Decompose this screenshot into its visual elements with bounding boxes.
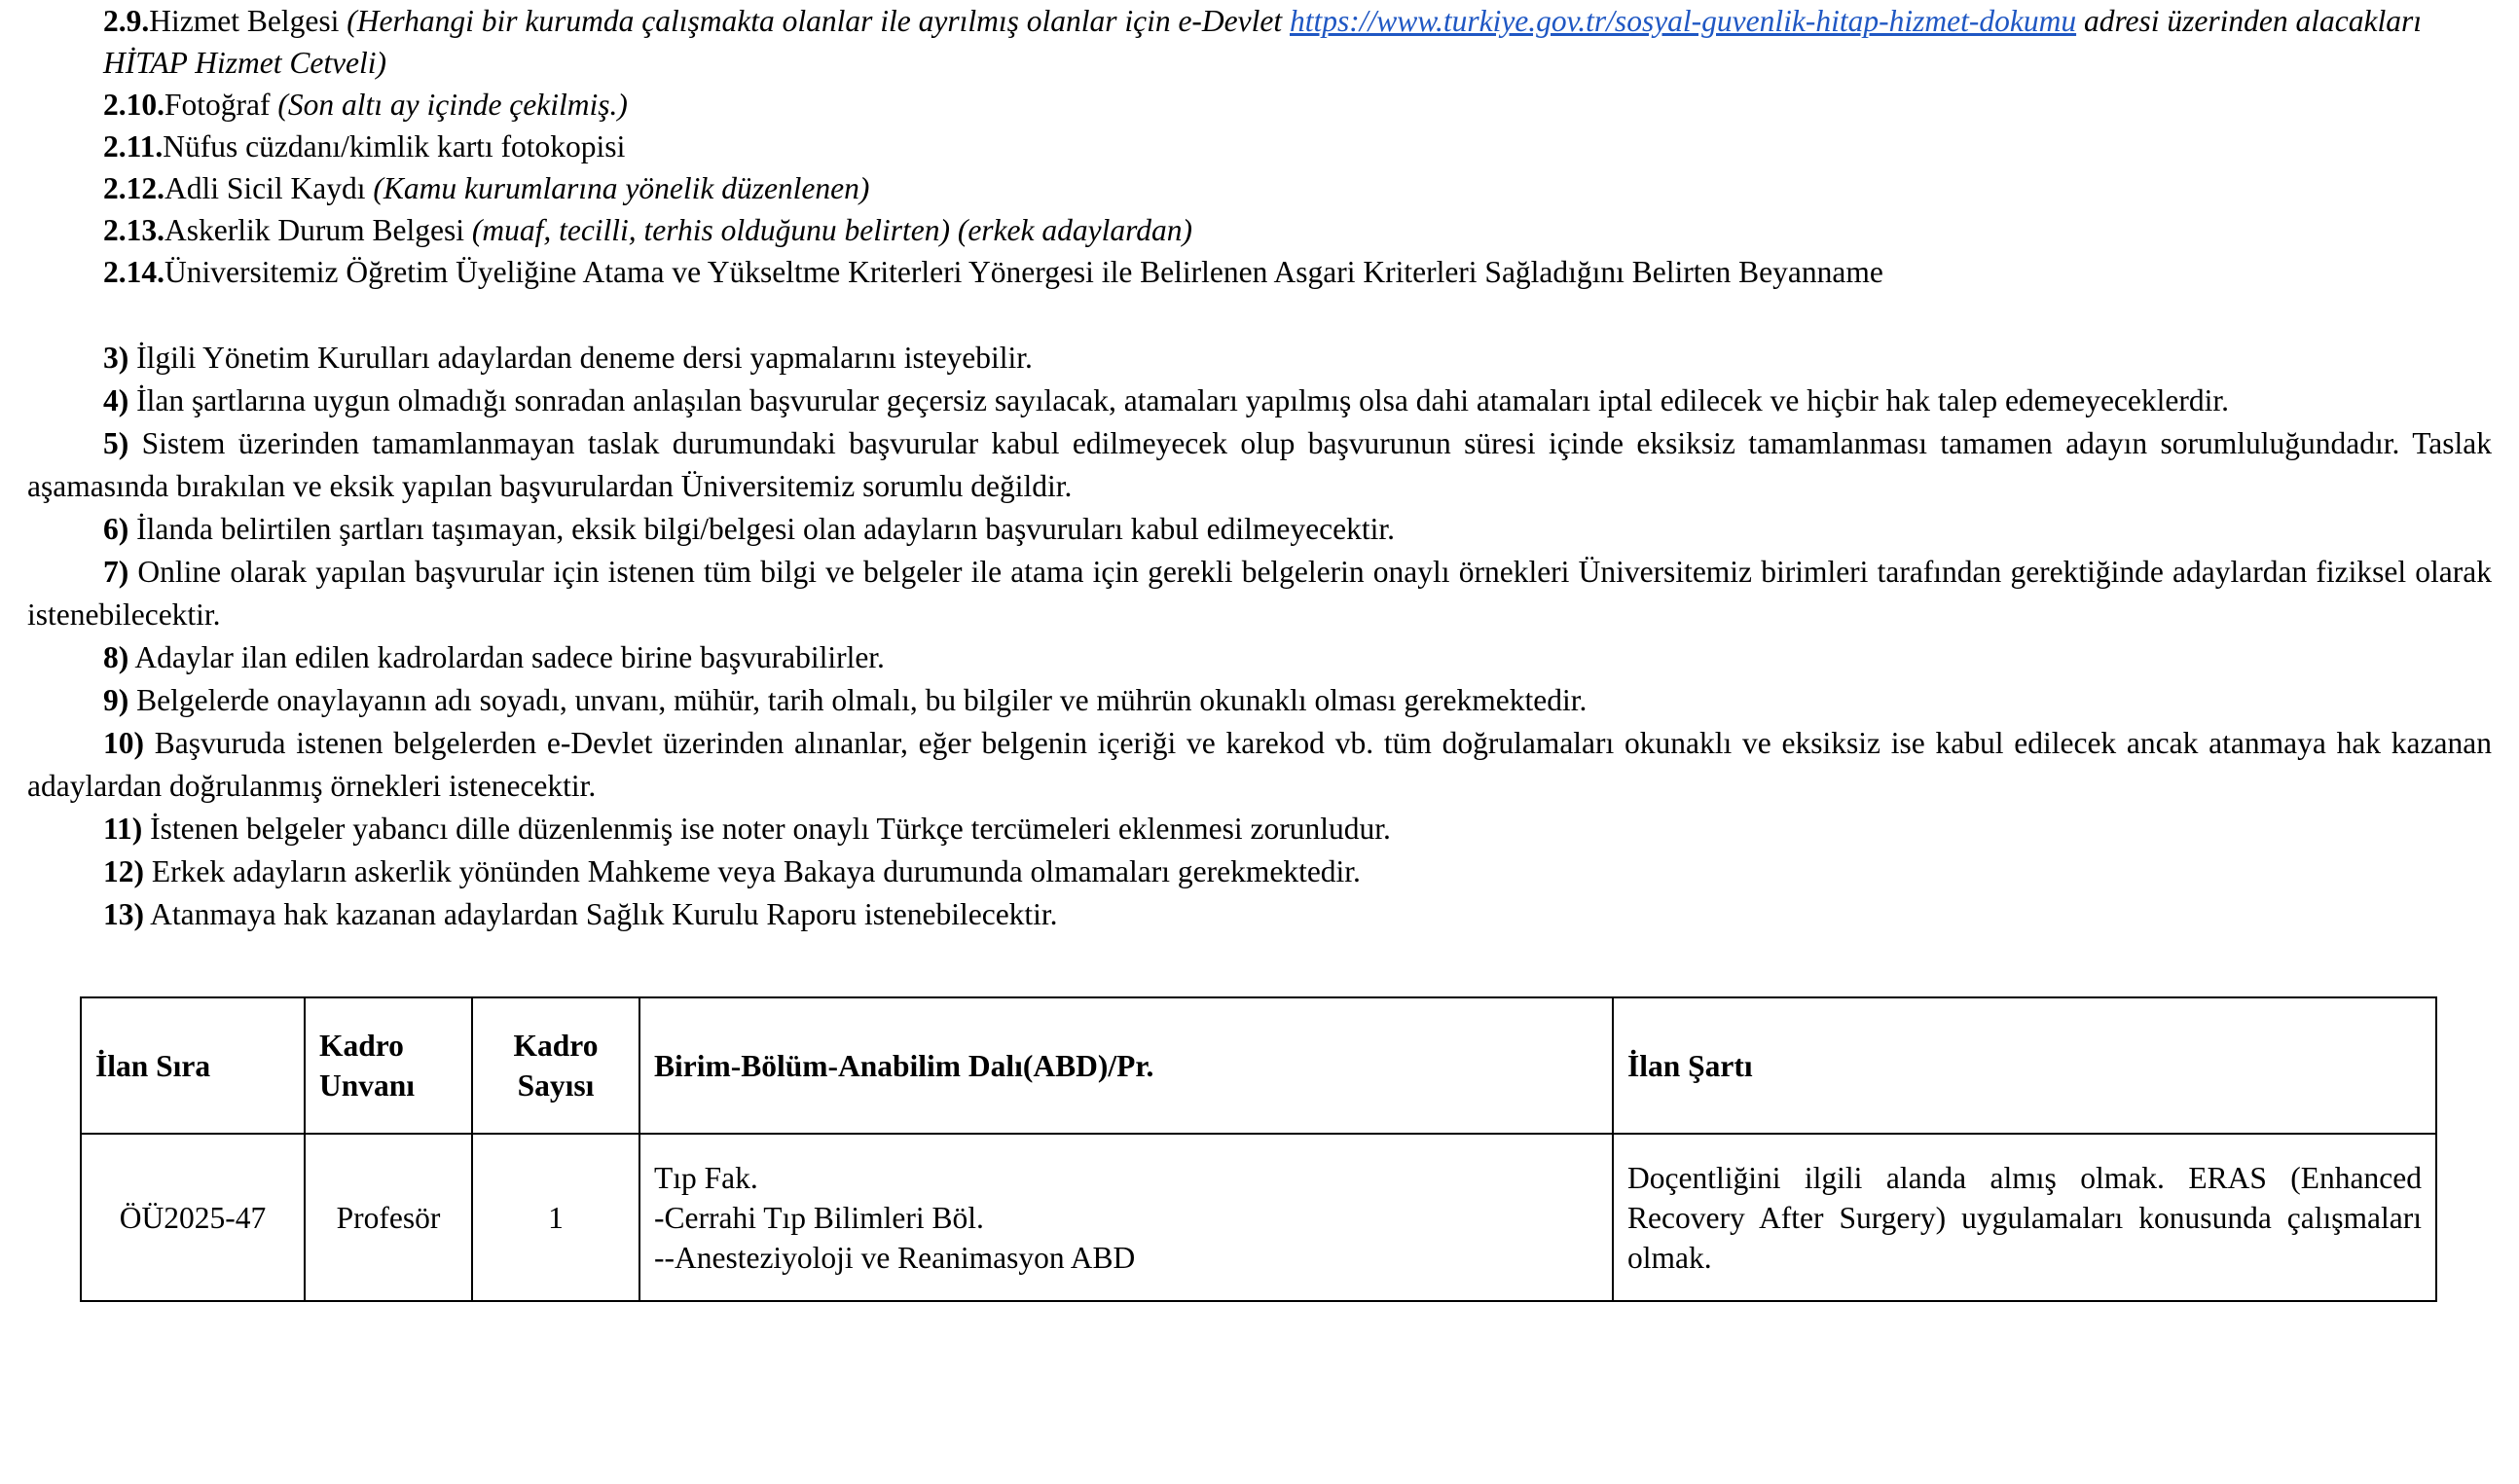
section-spacer: [27, 293, 2492, 337]
paragraph-13-text: Atanmaya hak kazanan adaylardan Sağlık Kurulu Raporu istenebilecektir.: [144, 897, 1058, 931]
paragraph-3: [27, 337, 2492, 380]
paragraph-11: [27, 808, 2492, 851]
cell-birim-bolum-line-2: -Cerrahi Tıp Bilimleri Böl.: [654, 1200, 984, 1235]
paragraph-10-text: Başvuruda istenen belgelerden e-Devlet üzerinden alınanlar, eğer belgenin içeriği ve karekod vb. tüm doğrulamaları okunaklı ve eksiksiz ise kabul edilecek ancak atanmaya hak kazanan adaylardan doğrulanmış örnekleri istenecektir.: [27, 726, 2492, 803]
sub-item-2-14-label: Üniversitemiz Öğretim Üyeliğine Atama ve Yükseltme Kriterleri Yönergesi ile Belirlenen Asgari Kriterleri Sağladığını Belirten Beyanname: [164, 255, 1883, 289]
paragraph-12-text: Erkek adayların askerlik yönünden Mahkeme veya Bakaya durumunda olmamaları gerekmektedir.: [144, 854, 1361, 888]
paragraph-11-text: İstenen belgeler yabancı dille düzenlenmiş ise noter onaylı Türkçe tercümeleri eklenmesi zorunludur.: [142, 812, 1391, 846]
sub-item-2-12-label: Adli Sicil Kaydı: [164, 171, 374, 205]
paragraph-6-text: İlanda belirtilen şartları taşımayan, eksik bilgi/belgesi olan adayların başvuruları kabul edilmeyecektir.: [128, 512, 1395, 546]
paragraph-5-text: Sistem üzerinden tamamlanmayan taslak durumundaki başvurular kabul edilmeyecek olup başvurunun süresi içinde eksiksiz tamamlanması tamamen adayın sorumluluğundadır. Taslak aşamasında bırakılan ve eksik yapılan başvurulardan Üniversitemiz sorumlu değildir.: [27, 426, 2492, 503]
sub-item-2-9: [27, 0, 2492, 84]
sub-item-2-10: [27, 84, 2492, 126]
table-header-birim-bolum-line-1: Birim-Bölüm-Anabilim Dalı(ABD)/Pr.: [654, 1048, 1154, 1083]
paragraph-9-number: 9): [103, 683, 129, 717]
paragraph-9-text: Belgelerde onaylayanın adı soyadı, unvanı, mühür, tarih olmalı, bu bilgiler ve mührün okunaklı olması gerekmektedir.: [128, 683, 1588, 717]
table-header-ilan-sira-line-1: İlan Sıra: [95, 1048, 211, 1083]
cell-birim-bolum-line-3: --Anesteziyoloji ve Reanimasyon ABD: [654, 1240, 1136, 1275]
table-header-kadro-unvani-line-2: Unvanı: [319, 1068, 416, 1103]
paragraph-8: [27, 636, 2492, 679]
paragraph-6: [27, 508, 2492, 551]
paragraph-11-number: 11): [103, 812, 143, 846]
sub-item-2-13-label: Askerlik Durum Belgesi: [164, 213, 472, 247]
conditions-paragraph-list: [27, 337, 2492, 936]
paragraph-4: [27, 380, 2492, 422]
sub-item-2-9-text: Hizmet Belgesi: [149, 4, 347, 38]
sub-item-2-13-note: (muaf, tecilli, terhis olduğunu belirten) (erkek adaylardan): [471, 213, 1192, 247]
sub-item-2-11-number: 2.11.: [103, 129, 164, 163]
paragraph-9: [27, 679, 2492, 722]
cell-birim-bolum: [639, 1134, 1613, 1301]
paragraph-10: [27, 722, 2492, 808]
paragraph-4-text: İlan şartlarına uygun olmadığı sonradan anlaşılan başvurular geçersiz sayılacak, atamaları yapılmış olsa dahi atamaları iptal edilecek ve hiçbir hak talep edemeyeceklerdir.: [128, 383, 2229, 417]
paragraph-13-number: 13): [103, 897, 144, 931]
paragraph-13: [27, 893, 2492, 936]
cell-kadro-sayisi: 1: [472, 1134, 639, 1301]
sub-item-2-11: [27, 126, 2492, 167]
paragraph-7: [27, 551, 2492, 636]
paragraph-8-number: 8): [103, 640, 129, 674]
kadro-table-head: [81, 997, 2436, 1134]
sub-item-2-13: [27, 209, 2492, 251]
sub-item-2-14: [27, 251, 2492, 293]
sub-item-2-9-italic-before: (Herhangi bir kurumda çalışmakta olanlar ile ayrılmış olanlar için e-Devlet: [347, 4, 1290, 38]
sub-item-2-10-label: Fotoğraf: [164, 88, 278, 122]
table-row: [81, 1134, 2436, 1301]
paragraph-6-number: 6): [103, 512, 129, 546]
paragraph-5-number: 5): [103, 426, 129, 460]
sub-item-2-9-number: 2.9.: [103, 4, 150, 38]
table-header-kadro-sayisi-line-2: Sayısı: [517, 1068, 595, 1103]
requirements-sub-list: [27, 0, 2492, 293]
paragraph-12: [27, 851, 2492, 893]
sub-item-2-9-italic-after: adresi üzerinden alacakları HİTAP Hizmet Cetveli): [103, 4, 2422, 80]
table-header-birim-bolum: [639, 997, 1613, 1134]
cell-kadro-unvani: Profesör: [305, 1134, 472, 1301]
cell-ilan-sira: ÖÜ2025-47: [81, 1134, 305, 1301]
table-header-kadro-sayisi-line-1: Kadro: [513, 1029, 599, 1063]
sub-item-2-13-number: 2.13.: [103, 213, 164, 247]
table-header-row: [81, 997, 2436, 1134]
sub-item-2-12-note: (Kamu kurumlarına yönelik düzenlenen): [373, 171, 870, 205]
cell-ilan-sarti: Doçentliğini ilgili alanda almış olmak. ERAS (Enhanced Recovery After Surgery) uygulamaları konusunda çalışmaları olmak.: [1613, 1134, 2436, 1301]
table-header-ilan-sira: [81, 997, 305, 1134]
kadro-table-body: [81, 1134, 2436, 1301]
paragraph-12-number: 12): [103, 854, 144, 888]
sub-item-2-10-number: 2.10.: [103, 88, 164, 122]
table-header-kadro-unvani: [305, 997, 472, 1134]
table-header-kadro-unvani-line-1: Kadro: [319, 1029, 404, 1063]
table-header-ilan-sarti-line-1: İlan Şartı: [1627, 1048, 1753, 1083]
paragraph-3-number: 3): [103, 341, 129, 375]
paragraph-4-number: 4): [103, 383, 129, 417]
sub-item-2-10-note: (Son altı ay içinde çekilmiş.): [277, 88, 628, 122]
kadro-table-wrapper: [27, 996, 2492, 1302]
paragraph-3-text: İlgili Yönetim Kurulları adaylardan deneme dersi yapmalarını isteyebilir.: [128, 341, 1033, 375]
paragraph-8-text: Adaylar ilan edilen kadrolardan sadece birine başvurabilirler.: [128, 640, 885, 674]
paragraph-10-number: 10): [103, 726, 144, 760]
cell-birim-bolum-lines: [654, 1158, 1598, 1278]
paragraph-7-number: 7): [103, 555, 129, 589]
kadro-table: [80, 996, 2437, 1302]
paragraph-5: [27, 422, 2492, 508]
sub-item-2-12-number: 2.12.: [103, 171, 164, 205]
sub-item-2-12: [27, 167, 2492, 209]
table-header-kadro-sayisi: [472, 997, 639, 1134]
paragraph-7-text: Online olarak yapılan başvurular için istenen tüm bilgi ve belgeler ile atama için gerekli belgelerin onaylı örnekleri Üniversitemiz birimleri tarafından gerektiğinde adaylardan fiziksel olarak istenebilecektir.: [27, 555, 2492, 632]
sub-item-2-14-number: 2.14.: [103, 255, 164, 289]
table-header-ilan-sarti: [1613, 997, 2436, 1134]
edevlet-hitap-link[interactable]: https://www.turkiye.gov.tr/sosyal-guvenlik-hitap-hizmet-dokumu: [1290, 4, 2077, 38]
sub-item-2-11-label: Nüfus cüzdanı/kimlik kartı fotokopisi: [163, 129, 626, 163]
cell-birim-bolum-line-1: Tıp Fak.: [654, 1160, 758, 1195]
